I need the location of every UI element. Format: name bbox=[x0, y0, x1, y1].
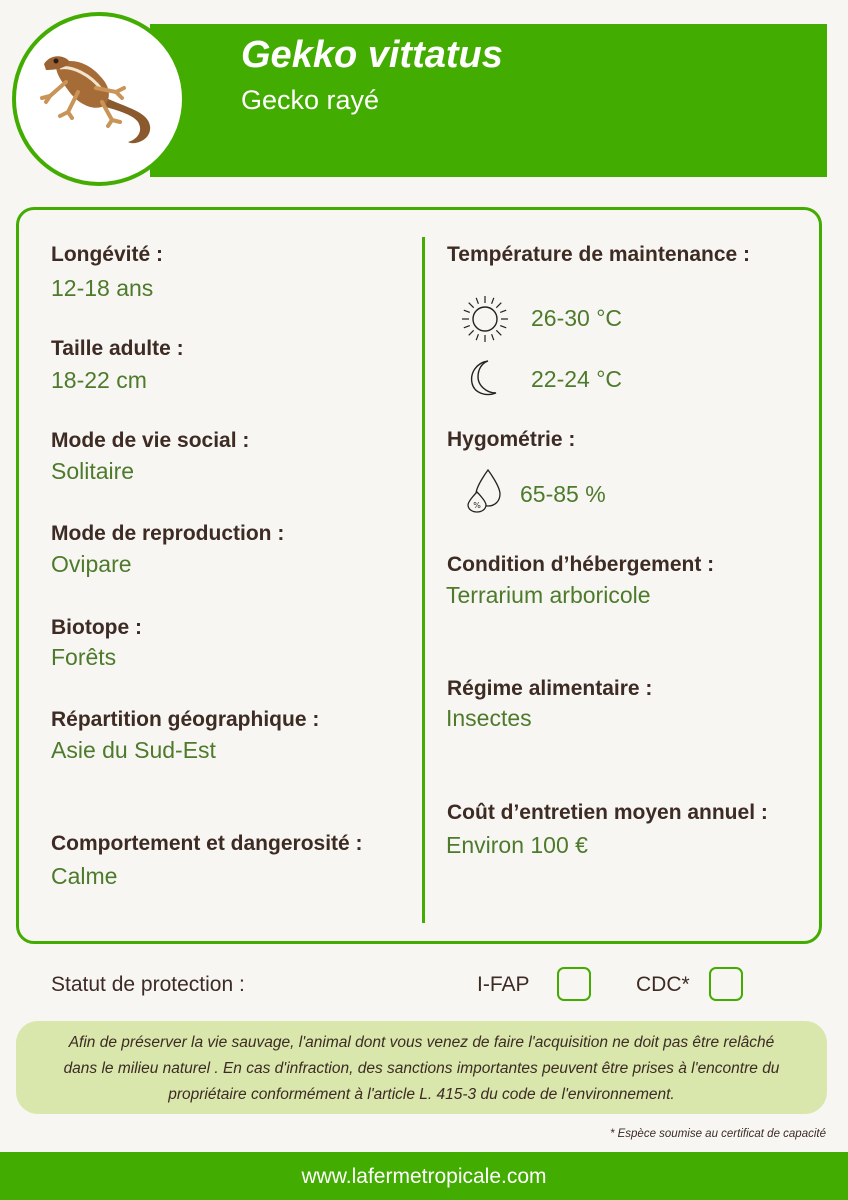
svg-text:%: % bbox=[473, 501, 481, 510]
legal-notice-box bbox=[16, 1021, 827, 1114]
cost-label: Coût d’entretien moyen annuel : bbox=[447, 801, 768, 824]
moon-icon bbox=[464, 357, 506, 399]
scientific-name: Gekko vittatus bbox=[241, 34, 503, 76]
behavior-value: Calme bbox=[51, 863, 118, 889]
species-photo bbox=[12, 12, 186, 186]
footnote: * Espèce soumise au certificat de capacité bbox=[609, 1128, 826, 1140]
diet-value: Insectes bbox=[446, 705, 532, 731]
humidity-drops-icon bbox=[464, 468, 504, 514]
longevity-value: 12-18 ans bbox=[51, 275, 154, 301]
website-link[interactable]: www.lafermetropicale.com bbox=[301, 1165, 547, 1188]
legal-notice-text: Afin de préserver la vie sauvage, l'animal dont vous venez de faire l'acquisition ne doit pas être relâché dans le milieu naturel . En cas d'infraction, des sanctions importantes peuvent être prises à l'encontre du propriétaire conformément à l'article L. 415-3 du code de l'environnement. bbox=[63, 1034, 780, 1103]
biotope-label: Biotope : bbox=[51, 616, 142, 639]
ifap-checkbox[interactable] bbox=[557, 967, 591, 1001]
day-temperature-value: 26-30 °C bbox=[531, 305, 623, 331]
longevity-label: Longévité : bbox=[51, 243, 164, 266]
temperature-label: Température de maintenance : bbox=[447, 243, 751, 266]
behavior-label: Comportement et dangerosité : bbox=[51, 832, 363, 855]
cost-value: Environ 100 € bbox=[446, 832, 588, 858]
humidity-value: 65-85 % bbox=[520, 481, 606, 507]
reproduction-label: Mode de reproduction : bbox=[51, 522, 285, 545]
distribution-label: Répartition géographique : bbox=[51, 708, 320, 731]
distribution-value: Asie du Sud-Est bbox=[51, 737, 216, 763]
reproduction-value: Ovipare bbox=[51, 551, 132, 577]
footer-band bbox=[0, 1152, 848, 1200]
cdc-checkbox[interactable] bbox=[709, 967, 743, 1001]
social-value: Solitaire bbox=[51, 458, 135, 484]
adult-size-value: 18-22 cm bbox=[51, 367, 147, 393]
diet-label: Régime alimentaire : bbox=[447, 677, 653, 700]
social-label: Mode de vie social : bbox=[51, 429, 250, 452]
ifap-label: I-FAP bbox=[477, 973, 530, 996]
humidity-label: Hygométrie : bbox=[447, 428, 576, 451]
cdc-label: CDC* bbox=[636, 973, 690, 996]
night-temperature-value: 22-24 °C bbox=[531, 366, 623, 392]
gecko-photo-icon bbox=[16, 16, 182, 182]
biotope-value: Forêts bbox=[51, 644, 117, 670]
protection-status-label: Statut de protection : bbox=[51, 973, 245, 996]
housing-value: Terrarium arboricole bbox=[446, 582, 651, 608]
sun-icon bbox=[458, 292, 512, 346]
common-name: Gecko rayé bbox=[241, 85, 380, 115]
adult-size-label: Taille adulte : bbox=[51, 337, 184, 360]
housing-label: Condition d’hébergement : bbox=[447, 553, 715, 576]
column-divider bbox=[422, 237, 425, 923]
